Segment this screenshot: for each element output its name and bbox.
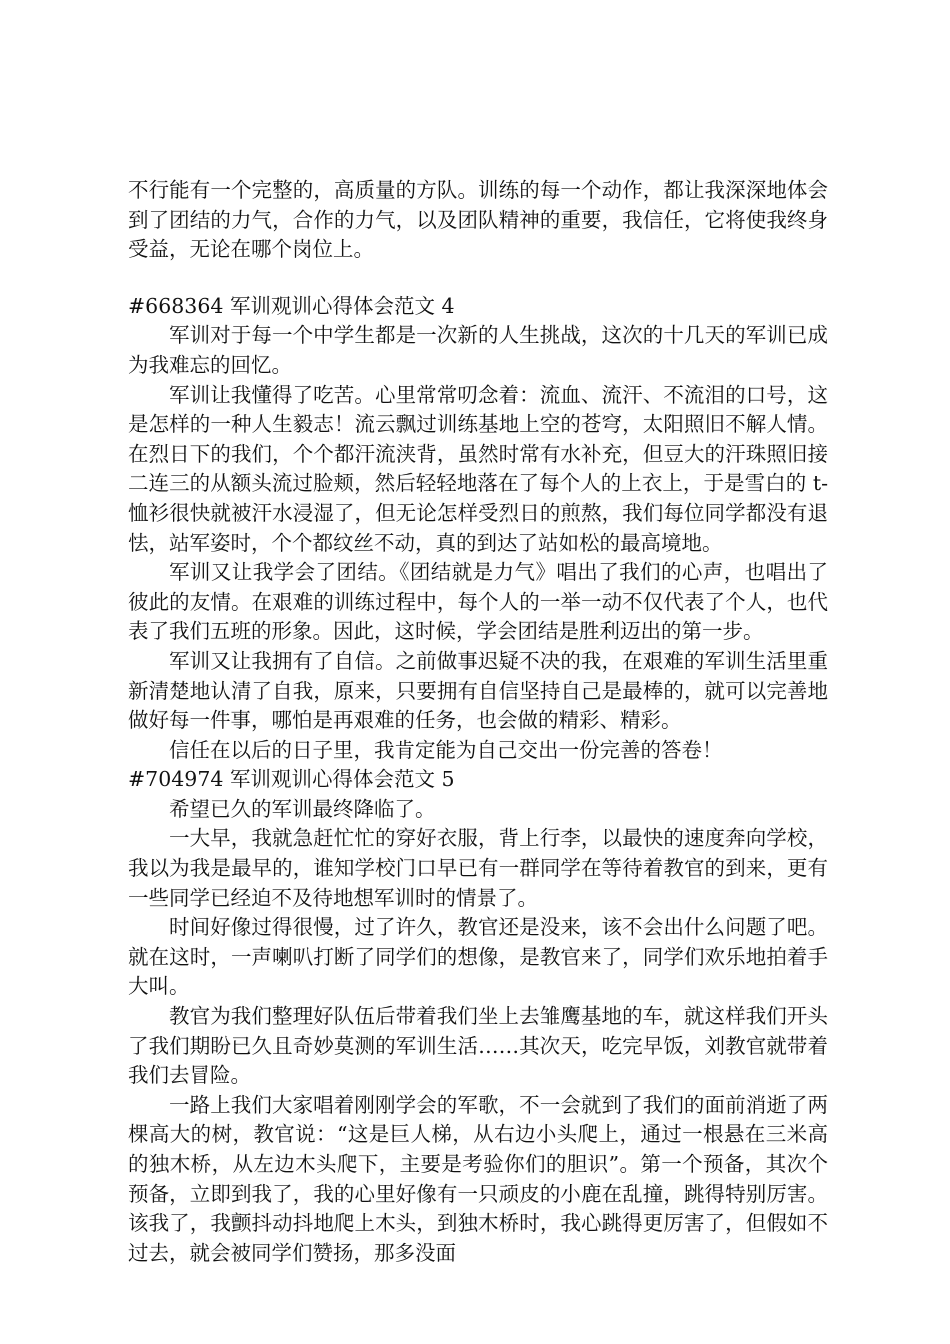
paragraph-spacer (128, 265, 828, 292)
paragraph: 时间好像过得很慢，过了许久，教官还是没来，该不会出什么问题了吧。就在这时，一声喇叭打断了同学们的想像，是教官来了，同学们欢乐地拍着手大叫。 (128, 915, 828, 999)
paragraph: 军训又让我拥有了自信。之前做事迟疑不决的我，在艰难的军训生活里重新清楚地认清了自我，原来，只要拥有自信坚持自己是最棒的，就可以完善地做好每一件事，哪怕是再艰难的任务，也会做的精彩、精彩。 (128, 648, 828, 733)
paragraph: 军训又让我学会了团结。《团结就是力气》唱出了我们的心声，也唱出了彼此的友情。在艰难的训练过程中，每个人的一举一动不仅代表了个人，也代表了我们五班的形象。因此，这时候，学会团结是胜利迈出的第一步。 (128, 560, 828, 644)
paragraph-continuation: 不行能有一个完整的，高质量的方队。训练的每一个动作，都让我深深地体会到了团结的力气，合作的力气，以及团队精神的重要，我信任，它将使我终身受益，无论在哪个岗位上。 (128, 178, 828, 262)
paragraph: 信任在以后的日子里，我肯定能为自己交出一份完善的答卷！ (169, 737, 723, 762)
paragraph: 希望已久的军训最终降临了。 (169, 796, 436, 821)
document-body (128, 176, 828, 1268)
paragraph: 军训对于每一个中学生都是一次新的人生挑战，这次的十几天的军训已成为我难忘的回忆。 (128, 323, 828, 377)
paragraph: 一路上我们大家唱着刚刚学会的军歌，不一会就到了我们的面前消逝了两棵高大的树，教官说：“这是巨人梯，从右边小头爬上，通过一根悬在三米高的独木桥，从左边木头爬下，主要是考验你们的胆识”。第一个预备，其次个预备，立即到我了，我的心里好像有一只顽皮的小鹿在乱撞，跳得特别厉害。该我了，我颤抖动抖地爬上木头，到独木桥时，我心跳得更厉害了，但假如不过去，就会被同学们赞扬，那多没面 (128, 1092, 828, 1265)
paragraph: 教官为我们整理好队伍后带着我们坐上去雏鹰基地的车，就这样我们开头了我们期盼已久且奇妙莫测的军训生活……其次天，吃完早饭，刘教官就带着我们去冒险。 (128, 1004, 828, 1088)
section-heading-4: #668364 军训观训心得体会范文 4 (128, 293, 455, 318)
paragraph: 一大早，我就急赶忙忙的穿好衣服，背上行李，以最快的速度奔向学校，我以为我是最早的，谁知学校门口早已有一群同学在等待着教官的到来，更有一些同学已经迫不及待地想军训时的情景了。 (128, 826, 828, 910)
section-heading-5: #704974 军训观训心得体会范文 5 (128, 767, 455, 792)
paragraph: 军训让我懂得了吃苦。心里常常叨念着：流血、流汗、不流泪的口号，这是怎样的一种人生毅志！流云飘过训练基地上空的苍穹，太阳照旧不解人情。在烈日下的我们，个个都汗流浃背，虽然时常有水补充，但豆大的汗珠照旧接二连三的从额头流过脸颊，然后轻轻地落在了每个人的上衣上，于是雪白的 t-恤衫很快就被汗水浸湿了，但无论怎样受烈日的煎熬，我们每位同学都没有退怯，站军姿时，个个都纹丝不动，真的到达了站如松的最高境地。 (128, 382, 828, 555)
